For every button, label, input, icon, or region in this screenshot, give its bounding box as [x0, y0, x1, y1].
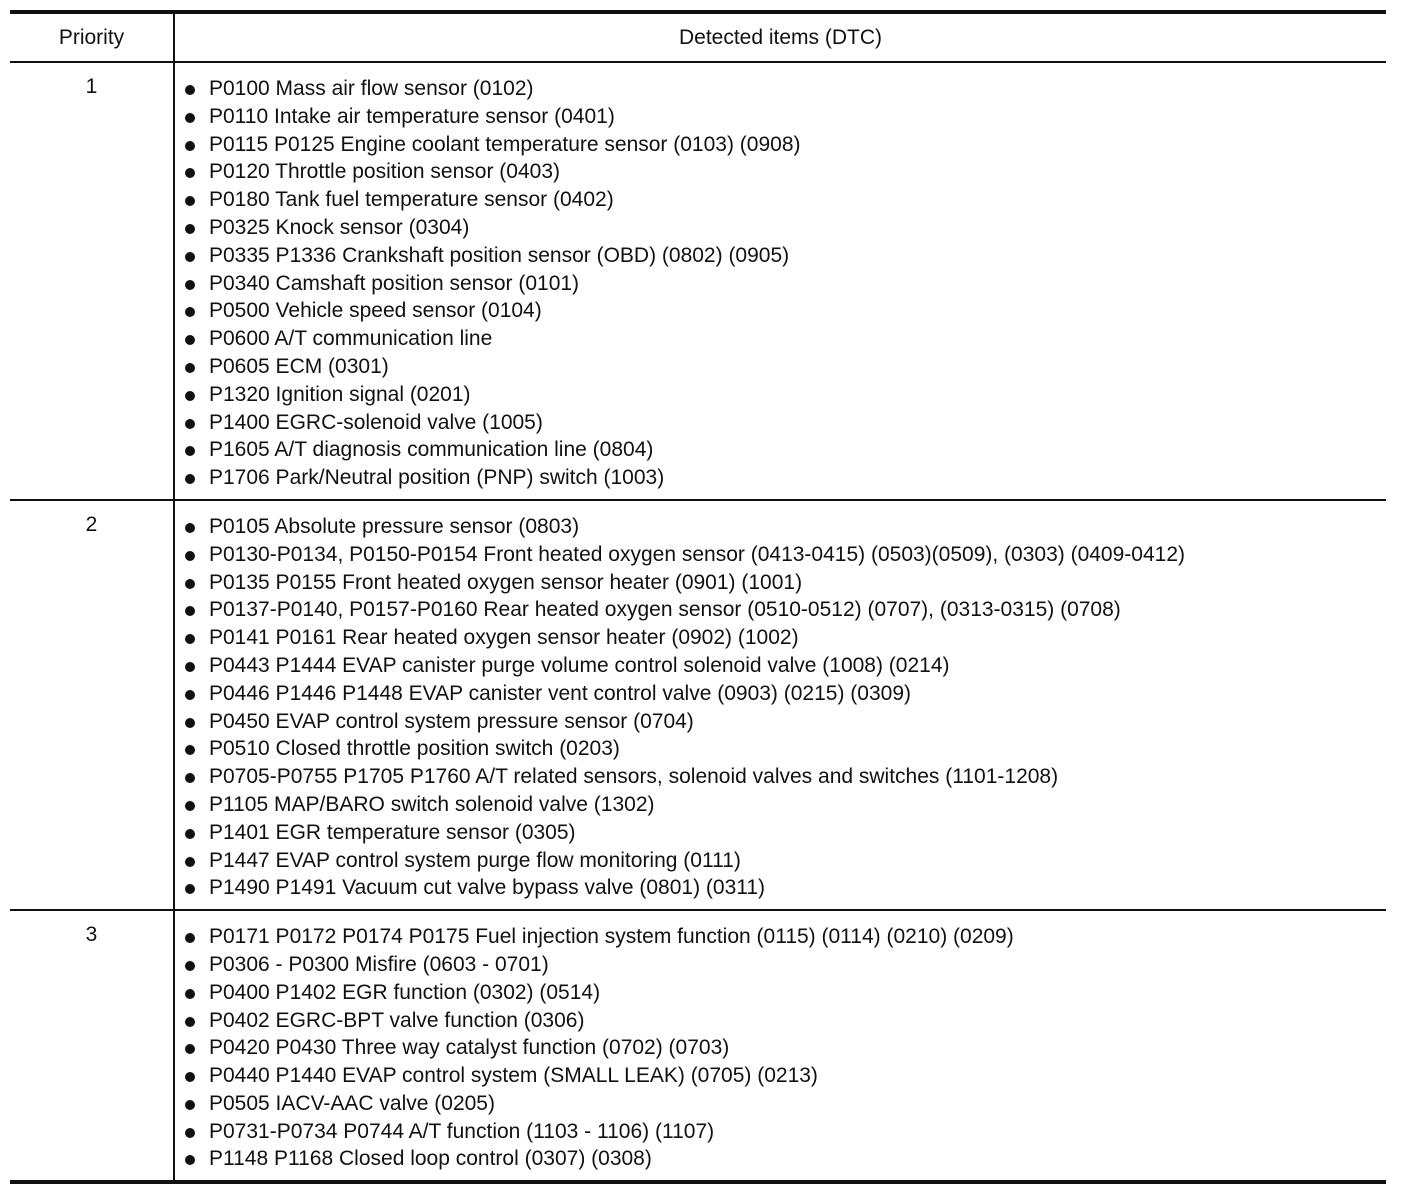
dtc-item [185, 1118, 1386, 1146]
dtc-item-text: P0605 ECM (0301) [209, 354, 389, 378]
priority-value: 3 [10, 910, 174, 1182]
dtc-item-text: P0340 Camshaft position sensor (0101) [209, 271, 580, 295]
dtc-item-text: P0705-P0755 P1705 P1760 A/T related sensors, solenoid valves and switches (1101-1208) [209, 765, 1059, 789]
dtc-item-text: P0115 P0125 Engine coolant temperature sensor (0103) (0908) [209, 132, 801, 156]
dtc-item-text: P0402 EGRC-BPT valve function (0306) [209, 1008, 585, 1032]
dtc-item [185, 979, 1386, 1007]
priority-value: 1 [10, 62, 174, 500]
dtc-item [185, 270, 1386, 298]
dtc-item-text: P0440 P1440 EVAP control system (SMALL LEAK) (0705) (0213) [209, 1064, 818, 1088]
dtc-item-text: P1605 A/T diagnosis communication line (0804) [209, 438, 654, 462]
bullet-icon [185, 662, 195, 672]
dtc-item [185, 1062, 1386, 1090]
dtc-item [185, 541, 1386, 569]
dtc-item-text: P0510 Closed throttle position switch (0203) [209, 737, 620, 761]
dtc-item [185, 708, 1386, 736]
dtc-item [185, 297, 1386, 325]
bullet-icon [185, 224, 195, 234]
dtc-item [185, 847, 1386, 875]
bullet-icon [185, 1100, 195, 1110]
bullet-icon [185, 551, 195, 561]
bullet-icon [185, 606, 195, 616]
dtc-list [175, 513, 1386, 902]
dtc-item [185, 131, 1386, 159]
dtc-item-text: P0135 P0155 Front heated oxygen sensor heater (0901) (1001) [209, 570, 803, 594]
bullet-icon [185, 857, 195, 867]
dtc-item [185, 1090, 1386, 1118]
bullet-icon [185, 196, 195, 206]
dtc-item-text: P0171 P0172 P0174 P0175 Fuel injection system function (0115) (0114) (0210) (0209) [209, 925, 1014, 949]
dtc-item-text: P1447 EVAP control system purge flow monitoring (0111) [209, 848, 741, 872]
dtc-item-text: P0420 P0430 Three way catalyst function (0702) (0703) [209, 1036, 730, 1060]
bullet-icon [185, 634, 195, 644]
dtc-item [185, 763, 1386, 791]
bullet-icon [185, 961, 195, 971]
dtc-item-text: P1400 EGRC-solenoid valve (1005) [209, 410, 543, 434]
dtc-item [185, 923, 1386, 951]
dtc-item-text: P0505 IACV-AAC valve (0205) [209, 1091, 495, 1115]
bullet-icon [185, 1072, 195, 1082]
bullet-icon [185, 1044, 195, 1054]
detected-items-header: Detected items (DTC) [174, 12, 1386, 62]
dtc-item [185, 624, 1386, 652]
dtc-item-text: P0325 Knock sensor (0304) [209, 215, 470, 239]
bullet-icon [185, 933, 195, 943]
dtc-item [185, 819, 1386, 847]
dtc-item-text: P0731-P0734 P0744 A/T function (1103 - 1106) (1107) [209, 1119, 715, 1143]
bullet-icon [185, 391, 195, 401]
dtc-item-text: P0130-P0134, P0150-P0154 Front heated oxygen sensor (0413-0415) (0503)(0509), (0303) (0409-0412) [209, 542, 1185, 566]
dtc-item [185, 75, 1386, 103]
bullet-icon [185, 989, 195, 999]
dtc-list [175, 75, 1386, 492]
dtc-item-text: P0600 A/T communication line [209, 327, 493, 351]
dtc-item [185, 513, 1386, 541]
dtc-item-text: P1320 Ignition signal (0201) [209, 382, 471, 406]
dtc-item [185, 186, 1386, 214]
priority-group-row [10, 910, 1386, 1182]
bullet-icon [185, 446, 195, 456]
bullet-icon [185, 280, 195, 290]
dtc-item-text: P0141 P0161 Rear heated oxygen sensor heater (0902) (1002) [209, 626, 799, 650]
bullet-icon [185, 718, 195, 728]
dtc-item [185, 353, 1386, 381]
priority-group-row [10, 500, 1386, 910]
dtc-item [185, 409, 1386, 437]
dtc-item-text: P0306 - P0300 Misfire (0603 - 0701) [209, 952, 549, 976]
bullet-icon [185, 884, 195, 894]
dtc-item-text: P0180 Tank fuel temperature sensor (0402) [209, 188, 614, 212]
table-body [10, 62, 1386, 1182]
bullet-icon [185, 1155, 195, 1165]
dtc-item-text: P0500 Vehicle speed sensor (0104) [209, 299, 542, 323]
dtc-item [185, 1007, 1386, 1035]
detected-items-cell [174, 910, 1386, 1182]
dtc-item-text: P0110 Intake air temperature sensor (0401) [209, 104, 615, 128]
bullet-icon [185, 1017, 195, 1027]
bullet-icon [185, 85, 195, 95]
dtc-item-text: P0443 P1444 EVAP canister purge volume control solenoid valve (1008) (0214) [209, 653, 950, 677]
dtc-item [185, 325, 1386, 353]
dtc-item-text: P0120 Throttle position sensor (0403) [209, 160, 560, 184]
dtc-item [185, 1145, 1386, 1173]
dtc-item [185, 158, 1386, 186]
priority-header: Priority [10, 12, 174, 62]
bullet-icon [185, 307, 195, 317]
dtc-priority-table [10, 10, 1386, 1184]
dtc-item [185, 596, 1386, 624]
bullet-icon [185, 579, 195, 589]
dtc-item-text: P1105 MAP/BARO switch solenoid valve (1302) [209, 792, 655, 816]
dtc-item [185, 652, 1386, 680]
bullet-icon [185, 335, 195, 345]
dtc-item-text: P0137-P0140, P0157-P0160 Rear heated oxygen sensor (0510-0512) (0707), (0313-0315) (0708) [209, 598, 1121, 622]
bullet-icon [185, 113, 195, 123]
detected-items-cell [174, 500, 1386, 910]
dtc-item-text: P0335 P1336 Crankshaft position sensor (OBD) (0802) (0905) [209, 243, 790, 267]
dtc-item [185, 680, 1386, 708]
bullet-icon [185, 745, 195, 755]
dtc-item-text: P0446 P1446 P1448 EVAP canister vent control valve (0903) (0215) (0309) [209, 681, 911, 705]
header-row [10, 12, 1386, 62]
bullet-icon [185, 252, 195, 262]
dtc-item-text: P1148 P1168 Closed loop control (0307) (0308) [209, 1147, 652, 1171]
dtc-item [185, 874, 1386, 902]
dtc-item [185, 735, 1386, 763]
dtc-item [185, 791, 1386, 819]
bullet-icon [185, 773, 195, 783]
dtc-item [185, 214, 1386, 242]
bullet-icon [185, 419, 195, 429]
dtc-item [185, 951, 1386, 979]
dtc-item-text: P0100 Mass air flow sensor (0102) [209, 77, 534, 100]
bullet-icon [185, 690, 195, 700]
dtc-item [185, 569, 1386, 597]
priority-group-row [10, 62, 1386, 500]
priority-value: 2 [10, 500, 174, 910]
dtc-item-text: P1706 Park/Neutral position (PNP) switch (1003) [209, 466, 665, 490]
bullet-icon [185, 363, 195, 373]
bullet-icon [185, 168, 195, 178]
bullet-icon [185, 829, 195, 839]
dtc-item-text: P0105 Absolute pressure sensor (0803) [209, 514, 580, 538]
dtc-item-text: P1490 P1491 Vacuum cut valve bypass valve (0801) (0311) [209, 876, 766, 900]
dtc-item-text: P0400 P1402 EGR function (0302) (0514) [209, 980, 601, 1004]
dtc-item [185, 242, 1386, 270]
dtc-item [185, 436, 1386, 464]
dtc-item [185, 103, 1386, 131]
dtc-item-text: P0450 EVAP control system pressure sensor (0704) [209, 709, 694, 733]
bullet-icon [185, 474, 195, 484]
dtc-item [185, 381, 1386, 409]
bullet-icon [185, 1128, 195, 1138]
bullet-icon [185, 523, 195, 533]
bullet-icon [185, 801, 195, 811]
dtc-item-text: P1401 EGR temperature sensor (0305) [209, 820, 576, 844]
dtc-item [185, 464, 1386, 492]
bullet-icon [185, 141, 195, 151]
dtc-list [175, 923, 1386, 1173]
detected-items-cell [174, 62, 1386, 500]
dtc-item [185, 1034, 1386, 1062]
